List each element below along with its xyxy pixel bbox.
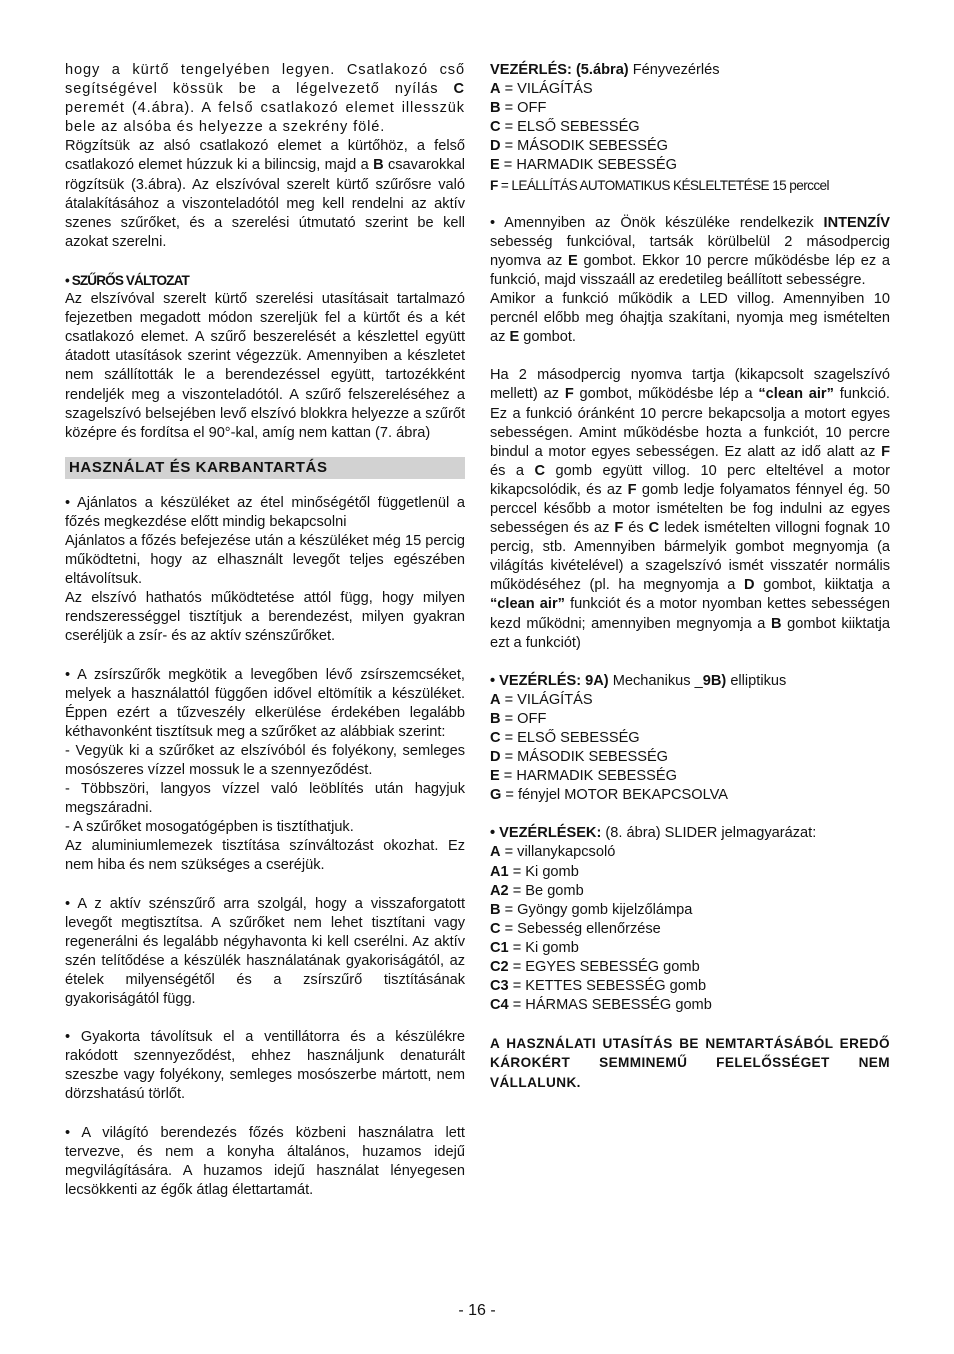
section-title: HASZNÁLAT ÉS KARBANTARTÁS	[65, 457, 465, 479]
grease-text-3: - Többszöri, langyos vízzel való leöblítés után hagyjuk megszáradni.	[65, 781, 465, 817]
list-item: A1 = Ki gomb	[490, 863, 579, 880]
filter-heading: • SZŰRŐS VÁLTOZAT	[65, 272, 189, 288]
list-item: C = ELSŐ SEBESSÉG	[490, 119, 640, 136]
clean-air-text: Ha 2 másodpercig nyomva tartja (kikapcsolt szagelszívó mellett) az F gombot, működésbe lép a “clean air” funkció. Ez a funkció óránként 10 percre bekapcsolja a motort egyes sebességen. Amint működésbe hozta a funkciót, 10 percre bindul a motor egyes sebességen. Ez alatt az idő alatt az F és a C gomb együtt villog. 10 perc elteltével a motor kikapcsolódik, és az F gomb ledje folyamatos fénnyel ég. 50 perccel később a motor ismételten be fog indulni az egyes sebességen és az F és C ledek ismételten villogni fognak 10 percig, stb. Amennyiben bármelyik gombot megnyomja (a világítás kivételével) a szagelszívó ismét visszatér normális működéséhez (pl. ha megnyomja a D gombot, kiiktatja a “clean air” funkciót és a motor nyomban kettes sebességen kezd működni; amennyiben megnyomja a B gombot kiiktatja ezt a funkciót)	[490, 367, 891, 651]
list-item: A = VILÁGÍTÁS	[490, 691, 593, 708]
disclaimer: A HASZNÁLATI UTASÍTÁS BE NEMTARTÁSÁBÓL EREDŐ KÁROKÉRT SEMMINEMŰ FELELŐSSÉGET NEM VÁLLALUNK.	[490, 1036, 890, 1090]
filter-text: Az elszívóval szerelt kürtő szerelési utasításait tartalmazó fejezetben megadott módon szereljük fel a kürtőt és a két csatlakozó elemet. A szűrő beszerelését a készlettel együtt átadott utasítások szerint végezzük. Amennyiben a készletet nem szállították le a berendezéssel együtt, tartozékként rendeljék meg a viszonteladótól. A szűrő felszereléséhez a szagelszívó belsejében levő elszívó blokkra helyezze a szűrőt középre és fordítsa el 90°-kal, amíg nem kattan (7. ábra)	[65, 291, 465, 441]
right-column	[490, 61, 890, 1092]
control-5-heading	[490, 61, 890, 80]
control-label: VEZÉRLÉS: (5.ábra)	[490, 62, 629, 78]
grease-text-4: - A szűrőket mosogatógépben is tisztíthatjuk.	[65, 819, 354, 836]
list-item: C2 = EGYES SEBESSÉG gomb	[490, 959, 700, 976]
list-item: F = LEÁLLÍTÁS AUTOMATIKUS KÉSLELTETÉSE 15 perccel	[490, 177, 829, 193]
text: csavarokkal rögzítsük (3.ábra). Az elszívóval szerelt kürtő szűrősre való átalakításához a viszonteladótól meg kell rendelni az aktív szenes szűrőket, és a szerelési útmutató szerint be kell azokat szerelni.	[65, 157, 465, 250]
grease-text-5: Az aluminiumlemezek tisztítása színváltozást okozhat. Ez nem hiba és nem szükséges a cseréjük.	[65, 838, 465, 874]
control-desc: Fényvezérlés	[628, 62, 720, 78]
list-item: B = Gyöngy gomb kijelzőlámpa	[490, 901, 693, 918]
lighting-text: • A világító berendezés főzés közbeni használatra lett tervezve, és nem a konyha általános, huzamos idejű megvilágítására. A huzamos idejű használat lényegesen lecsökkenti az égők átlag élettartamát.	[65, 1124, 465, 1198]
list-item: A2 = Be gomb	[490, 882, 584, 899]
label-c: C	[453, 81, 465, 98]
list-item: E = HARMADIK SEBESSÉG	[490, 157, 677, 174]
grease-text-2: - Vegyük ki a szűrőket az elszívóból és folyékony, semleges mosószeres vízzel mossuk le a szennyeződést.	[65, 742, 465, 778]
list-item: D = MÁSODIK SEBESSÉG	[490, 749, 669, 766]
carbon-filter-text: • A z aktív szénszűrő arra szolgál, hogy a visszaforgatott levegőt megtisztítsa. A szűrőket nem lehet tisztítani vagy regenerálni és legalább négyhavonta ki kell cserélni. Az aktív szén telítődése a készülék használatának gyakoriságától, az ételek milyenségétől és a zsírszűrő tisztításának gyakoriságától függ.	[65, 895, 465, 1008]
use-text-3: Az elszívó hathatós működtetése attól függ, hogy milyen rendszerességgel tisztítjuk a berendezést, milyen gyakran cseréljük a zsír- és az aktív szénszűrőket.	[65, 590, 465, 645]
list-item: C1 = Ki gomb	[490, 939, 579, 956]
intensive-text: • Amennyiben az Önök készüléke rendelkezik INTENZÍV sebesség funkcióval, tartsák körülbelül 2 másodpercig nyomva az E gombot. Ekkor 10 percre működésbe lép ez a funkció, majd visszaáll az eredetileg beállított sebességre.	[490, 214, 890, 288]
list-item: B = OFF	[490, 100, 547, 117]
list-item: E = HARMADIK SEBESSÉG	[490, 768, 677, 785]
grease-text-1: • A zsírszűrők megkötik a levegőben lévő zsírszemcséket, melyek a használattól függően idővel eltömítik a készüléket. Éppen ezért a tűzveszély elkerülése érdekében legalább kéthavonként tisztítsuk meg a szűrőket az alábbiak szerint:	[65, 666, 465, 740]
list-item: D = MÁSODIK SEBESSÉG	[490, 138, 669, 155]
list-item: A = villanykapcsoló	[490, 844, 616, 861]
label-b: B	[373, 157, 384, 174]
led-text: Amikor a funkció működik a LED villog. Amennyiben 10 percnél előbb meg óhajtja szakítani, nyomja meg ismételten az E gombot.	[490, 291, 890, 346]
use-text-1: • Ajánlatos a készüléket az étel minőségétől függetlenül a főzés megkezdése előtt mindig bekapcsolni	[65, 494, 465, 530]
list-item: A = VILÁGÍTÁS	[490, 81, 593, 98]
text: Rögzítsük az alsó csatlakozó elemet a kürtőhöz, a felső csatlakozó elemet húzzuk ki a bilincsig, majd a	[65, 138, 465, 174]
paragraph-fixing	[65, 137, 465, 252]
list-item: G = fényjel MOTOR BEKAPCSOLVA	[490, 787, 729, 804]
control-9-heading: • VEZÉRLÉS: 9A) Mechanikus _9B) elliptikus	[490, 672, 787, 689]
list-item: C = ELSŐ SEBESSÉG	[490, 730, 640, 746]
text: hogy a kürtő tengelyében legyen. Csatlakozó cső segítségével kössük be a légelvezető nyílás	[65, 62, 465, 98]
paragraph-connector	[65, 61, 465, 137]
list-item: C3 = KETTES SEBESSÉG gomb	[490, 978, 707, 995]
text: peremét (4.ábra). A felső csatlakozó elemet illesszük bele az alsóba és helyezze a szekrény fölé.	[65, 100, 465, 136]
control-8-heading: • VEZÉRLÉSEK: (8. ábra) SLIDER jelmagyarázat:	[490, 825, 817, 842]
left-column	[65, 61, 465, 1200]
list-item: B = OFF	[490, 710, 547, 727]
list-item: C = Sebesség ellenőrzése	[490, 920, 661, 937]
page-number: - 16 -	[458, 1302, 496, 1319]
list-item: C4 = HÁRMAS SEBESSÉG gomb	[490, 997, 712, 1014]
use-text-2: Ajánlatos a főzés befejezése után a készüléket még 15 percig működtetni, hogy az elhasznált levegőt teljes egészében eltávolítsuk.	[65, 532, 465, 588]
fan-cleaning-text: • Gyakorta távolítsuk el a ventillátorra és a készülékre rakódott szennyeződést, ehhez használjunk denaturált szeszbe vagy folyékony, semleges mosószerbe mártott, nem dörzshatású törlőt.	[65, 1029, 465, 1103]
